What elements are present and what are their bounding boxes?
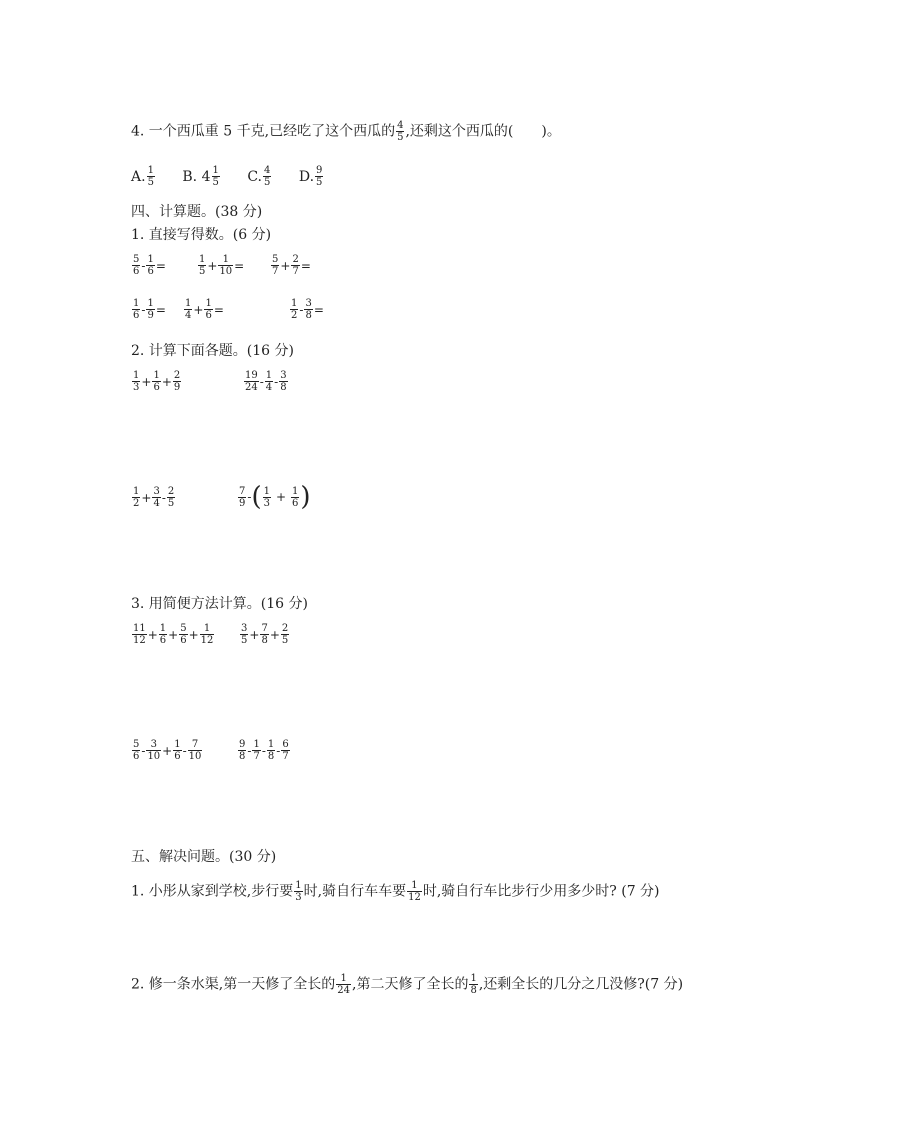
p3-expr-2: $\frac{3}{5}$ + $\frac{7}{8}$ + $\frac{2}{5}$ <box>241 623 289 646</box>
p1-item-5: $\frac{1}{4}$ + $\frac{1}{6}$ = <box>185 298 224 321</box>
option-b[interactable]: B. 4 $\frac{1}{5}$ <box>182 165 219 188</box>
question-4 <box>131 120 561 143</box>
s5-question-2: 2. 修一条水渠,第一天修了全长的 $\frac{1}{24}$ ,第二天修了全长的 $\frac{1}{8}$ ,还剩全长的几分之几没修?(7 分) <box>131 973 684 996</box>
q4-text-after: ,还剩这个西瓜的( <box>405 123 514 140</box>
s5-question-1: 1. 小彤从家到学校,步行要 $\frac{1}{3}$ 时,骑自行车车要 $\frac{1}{12}$ 时,骑自行车比步行少用多少时? (7 分) <box>131 880 660 903</box>
part-2-title: 2. 计算下面各题。(16 分) <box>131 343 294 359</box>
p3-expr-1: $\frac{11}{12}$ + $\frac{1}{6}$ + $\frac{5}{6}$ + $\frac{1}{12}$ <box>133 623 214 646</box>
p1-item-1: $\frac{5}{6}$ - $\frac{1}{6}$ = <box>133 254 166 277</box>
q4-options <box>131 165 346 188</box>
p3-expr-4: $\frac{9}{8}$ - $\frac{1}{7}$ - $\frac{1}{8}$ - $\frac{6}{7}$ <box>239 739 289 762</box>
p2-expr-3: $\frac{1}{2}$ + $\frac{3}{4}$ - $\frac{2}{5}$ <box>133 486 175 509</box>
part-1-title: 1. 直接写得数。(6 分) <box>131 227 272 243</box>
option-c[interactable]: C. $\frac{4}{5}$ <box>247 165 271 188</box>
option-d[interactable]: D. $\frac{9}{5}$ <box>298 165 323 188</box>
part-3-title: 3. 用简便方法计算。(16 分) <box>131 596 308 612</box>
p2-expr-1: $\frac{1}{3}$ + $\frac{1}{6}$ + $\frac{2}{9}$ <box>133 370 181 393</box>
q4-fraction: $\frac{4}{5}$ <box>397 120 404 143</box>
q4-text-close: )。 <box>541 123 561 140</box>
p1-item-2: $\frac{1}{5}$ + $\frac{1}{10}$ = <box>199 254 245 277</box>
p3-expr-3: $\frac{5}{6}$ - $\frac{3}{10}$ + $\frac{1}{6}$ - $\frac{7}{10}$ <box>133 739 202 762</box>
option-a[interactable]: A. $\frac{1}{5}$ <box>131 165 154 188</box>
p1-item-3: $\frac{5}{7}$ + $\frac{2}{7}$ = <box>272 254 311 277</box>
p2-expr-2: $\frac{19}{24}$ - $\frac{1}{4}$ - $\frac{3}{8}$ <box>245 370 287 393</box>
p2-expr-4: $\frac{7}{9}$ -( $\frac{1}{3}$ + $\frac{1}{6}$ ) <box>239 482 311 512</box>
section-5-title: 五、解决问题。(30 分) <box>131 849 277 865</box>
section-4-title: 四、计算题。(38 分) <box>131 204 263 220</box>
p1-item-6: $\frac{1}{2}$ - $\frac{3}{8}$ = <box>291 298 324 321</box>
p1-item-4: $\frac{1}{6}$ - $\frac{1}{9}$ = <box>133 298 166 321</box>
q4-text-before: 4. 一个西瓜重 5 千克,已经吃了这个西瓜的 <box>131 123 396 140</box>
